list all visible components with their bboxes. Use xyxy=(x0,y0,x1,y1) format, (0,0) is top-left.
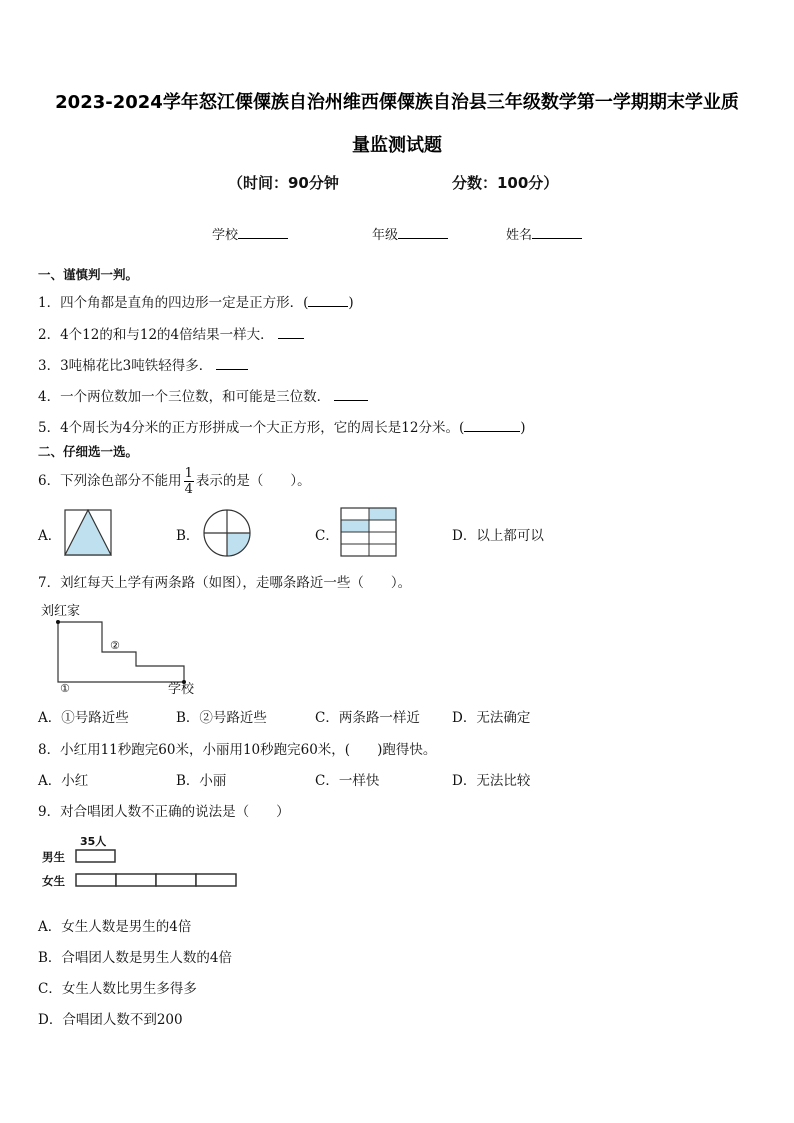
fraction-numerator: 1 xyxy=(184,466,193,481)
q8-option-b[interactable]: B．小丽 xyxy=(176,773,227,789)
question-8: 8．小红用11秒跑完60米，小丽用10秒跑完60米，( )跑得快。 xyxy=(38,742,437,758)
boys-label: 男生 xyxy=(42,850,65,864)
question-6-suffix: 表示的是（ ）。 xyxy=(195,473,311,489)
question-7: 7．刘红每天上学有两条路（如图），走哪条路近一些（ ）。 xyxy=(38,575,412,591)
school-label: 学校 xyxy=(168,682,195,697)
exam-time: （时间：90分钟 xyxy=(228,174,339,192)
question-3-text: 3．3吨棉花比3吨铁轻得多． xyxy=(38,358,213,374)
girls-bar-segment xyxy=(76,874,116,886)
answer-blank-1[interactable] xyxy=(308,293,348,307)
question-6-prefix: 6．下列涂色部分不能用 xyxy=(38,473,182,489)
school-field xyxy=(212,224,288,243)
q7-option-a[interactable]: A．①号路近些 xyxy=(38,710,129,726)
boys-count-label: 35人 xyxy=(80,835,107,848)
q7-option-b[interactable]: B．②号路近些 xyxy=(176,710,267,726)
q8-option-a[interactable]: A．小红 xyxy=(38,773,89,789)
answer-blank-4[interactable] xyxy=(334,387,368,401)
route-2-path xyxy=(58,622,184,682)
question-4-text: 4．一个两位数加一个三位数，和可能是三位数． xyxy=(38,389,331,405)
exam-score: 分数：100分） xyxy=(452,174,559,192)
question-6 xyxy=(38,467,311,496)
q6-option-a-label[interactable]: A． xyxy=(38,528,62,544)
q6-figure-b xyxy=(202,508,252,558)
answer-blank-2[interactable] xyxy=(278,325,304,339)
girls-bar-segment xyxy=(156,874,196,886)
question-1 xyxy=(38,291,354,311)
answer-blank-5[interactable] xyxy=(464,418,520,432)
grade-blank[interactable] xyxy=(398,225,448,239)
grade-field xyxy=(372,224,448,243)
girls-bar-segment xyxy=(116,874,156,886)
girls-label: 女生 xyxy=(42,874,65,888)
choir-bar-diagram xyxy=(38,830,248,892)
question-2 xyxy=(38,323,304,343)
question-5 xyxy=(38,416,526,436)
question-4 xyxy=(38,385,368,405)
question-1-text: 1．四个角都是直角的四边形一定是正方形．( xyxy=(38,295,309,311)
q8-option-d[interactable]: D．无法比较 xyxy=(452,773,531,789)
home-label: 刘红家 xyxy=(41,604,81,619)
section2-heading: 二、仔细选一选。 xyxy=(38,444,139,459)
route-1-marker: ① xyxy=(60,682,70,695)
q6-option-d[interactable]: D．以上都可以 xyxy=(452,528,544,544)
q6-option-b-label[interactable]: B． xyxy=(176,528,200,544)
question-5-close: ) xyxy=(520,420,526,436)
q7-option-c[interactable]: C．两条路一样近 xyxy=(315,710,420,726)
q9-option-b[interactable]: B．合唱团人数是男生人数的4倍 xyxy=(38,950,233,966)
shaded-cell-2 xyxy=(341,520,369,532)
q6-option-c-label[interactable]: C． xyxy=(315,528,339,544)
boys-bar xyxy=(76,850,115,862)
q9-option-a[interactable]: A．女生人数是男生的4倍 xyxy=(38,919,192,935)
school-label: 学校 xyxy=(212,228,239,243)
question-3 xyxy=(38,354,248,374)
question-2-text: 2．4个12的和与12的4倍结果一样大． xyxy=(38,327,274,343)
shaded-cell-1 xyxy=(369,508,396,520)
q9-option-d[interactable]: D．合唱团人数不到200 xyxy=(38,1012,183,1028)
girls-bar-segment xyxy=(196,874,236,886)
answer-blank-3[interactable] xyxy=(216,356,248,370)
q6-figure-c xyxy=(340,507,398,559)
question-9: 9．对合唱团人数不正确的说法是（ ） xyxy=(38,804,290,820)
route-diagram xyxy=(38,600,208,698)
home-point xyxy=(56,620,60,624)
q6-figure-a xyxy=(64,509,114,557)
section1-heading: 一、谨慎判一判。 xyxy=(38,267,139,282)
q8-option-c[interactable]: C．一样快 xyxy=(315,773,380,789)
fraction-one-quarter xyxy=(184,467,194,496)
school-blank[interactable] xyxy=(238,225,288,239)
grade-label: 年级 xyxy=(372,228,399,243)
question-1-close: ) xyxy=(348,295,354,311)
name-field xyxy=(506,224,582,243)
name-blank[interactable] xyxy=(532,225,582,239)
fraction-denominator: 4 xyxy=(184,482,193,497)
page-title-line1: 2023-2024学年怒江傈僳族自治州维西傈僳族自治县三年级数学第一学期期末学业质 xyxy=(55,92,739,113)
route-2-marker: ② xyxy=(110,639,120,652)
q9-option-c[interactable]: C．女生人数比男生多得多 xyxy=(38,981,197,997)
q7-option-d[interactable]: D．无法确定 xyxy=(452,710,531,726)
question-5-text: 5．4个周长为4分米的正方形拼成一个大正方形，它的周长是12分米。( xyxy=(38,420,465,436)
page-title-line2: 量监测试题 xyxy=(352,135,442,156)
name-label: 姓名 xyxy=(506,228,533,243)
